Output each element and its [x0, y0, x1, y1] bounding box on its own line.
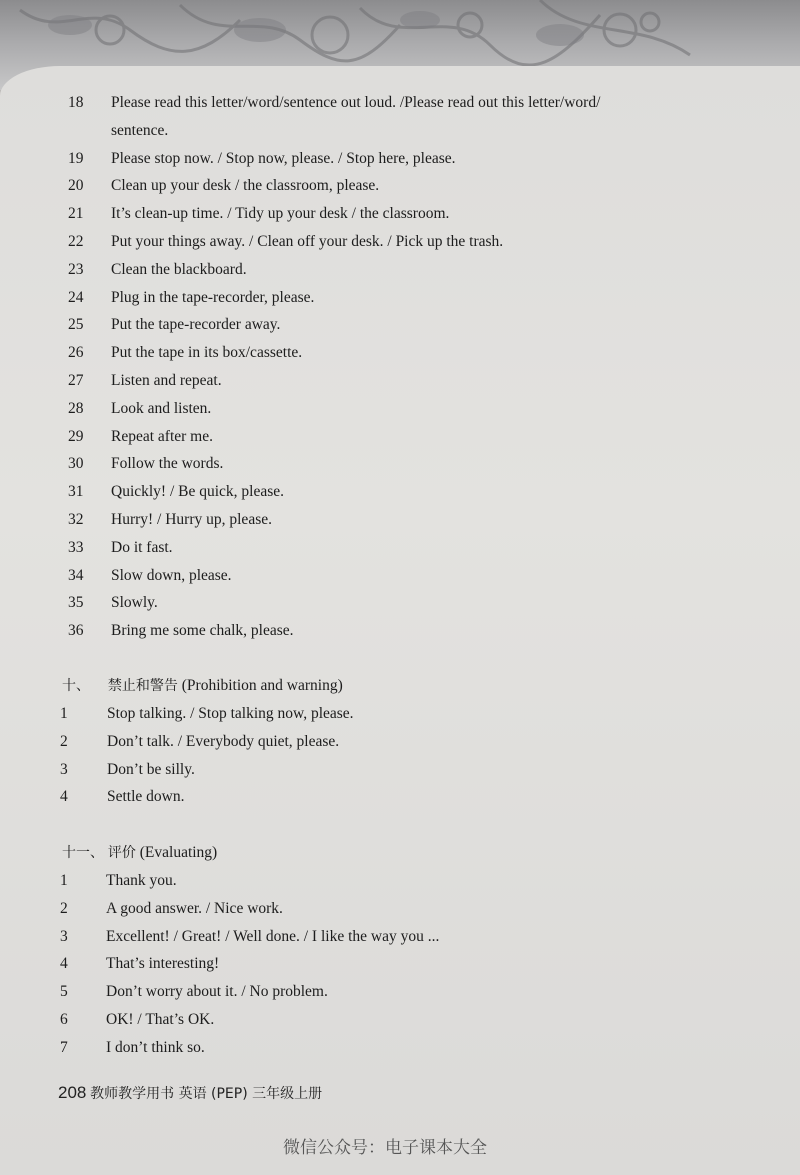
item-number: 22: [68, 233, 84, 250]
item-number: 21: [68, 205, 84, 223]
list-item: [0, 590, 760, 616]
item-number: 2: [60, 899, 68, 917]
section-heading-prohibition: [62, 673, 343, 699]
list-item: [0, 312, 760, 338]
item-number: 24: [68, 288, 84, 306]
item-number: 33: [68, 538, 84, 556]
list-item: [0, 118, 760, 144]
item-text: Clean the blackboard.: [111, 260, 247, 278]
list-item: [0, 146, 760, 172]
item-number: 1: [60, 705, 68, 722]
list-item: [0, 951, 760, 977]
item-number: 19: [68, 149, 84, 167]
item-text: Repeat after me.: [111, 427, 213, 445]
page-number: 208: [58, 1083, 87, 1102]
item-text: Put your things away. / Clean off your desk. / Pick up the trash.: [111, 233, 504, 250]
list-item: [0, 368, 760, 394]
list-item: [0, 535, 760, 561]
section-prefix: 十一、: [62, 845, 104, 861]
item-text: Slow down, please.: [111, 566, 232, 584]
item-text: Look and listen.: [111, 399, 212, 417]
section-title-cn: 评价: [107, 845, 136, 861]
item-number: 5: [60, 983, 68, 1001]
item-text: Excellent! / Great! / Well done. / I like the way you ...: [106, 927, 440, 945]
list-item: [0, 729, 760, 755]
list-item: [0, 1035, 760, 1061]
item-number: 36: [68, 622, 84, 640]
list-item: [0, 896, 760, 922]
item-text: Plug in the tape-recorder, please.: [111, 288, 315, 306]
item-text: Quickly! / Be quick, please.: [111, 483, 285, 501]
list-item: [0, 424, 760, 450]
item-text: OK! / That’s OK.: [106, 1011, 215, 1028]
item-text: Please read this letter/word/sentence out loud. /Please read out this letter/word/: [111, 94, 601, 111]
book-title: 教师教学用书 英语 (PEP) 三年级上册: [90, 1086, 323, 1102]
list-item: [0, 396, 760, 422]
list-item: [0, 201, 760, 227]
item-number: 6: [60, 1011, 68, 1028]
section-heading-evaluating: [62, 840, 217, 866]
section-title-en: (Evaluating): [139, 844, 218, 861]
item-text: Put the tape in its box/cassette.: [111, 344, 303, 362]
item-text: Do it fast.: [111, 538, 173, 556]
section-prefix: 十、: [62, 678, 90, 694]
item-text: Don’t be silly.: [107, 760, 195, 778]
item-text: That’s interesting!: [106, 955, 220, 973]
list-item: [0, 868, 760, 894]
item-number: 23: [68, 260, 84, 278]
list-item: [0, 507, 760, 533]
list-item: [0, 618, 760, 644]
item-text: It’s clean-up time. / Tidy up your desk / the classroom.: [111, 205, 450, 223]
item-text: Hurry! / Hurry up, please.: [111, 511, 272, 528]
page-footer: [58, 1083, 322, 1103]
section-title-cn: 禁止和警告: [107, 678, 178, 694]
item-number: 30: [68, 455, 84, 473]
item-number: 34: [68, 566, 84, 584]
item-text: Put the tape-recorder away.: [111, 316, 281, 334]
list-item: [0, 479, 760, 505]
item-number: 27: [68, 372, 84, 389]
item-text: Follow the words.: [111, 455, 224, 473]
item-number: 35: [68, 594, 84, 612]
item-text: Thank you.: [106, 872, 177, 889]
list-item: [0, 784, 760, 810]
item-text: Bring me some chalk, please.: [111, 622, 294, 640]
item-number: 18: [68, 94, 84, 111]
list-item: [0, 173, 760, 199]
list-item: [0, 757, 760, 783]
item-number: 25: [68, 316, 84, 334]
item-number: 26: [68, 344, 84, 362]
item-text: Clean up your desk / the classroom, please.: [111, 177, 380, 195]
item-text: Listen and repeat.: [111, 372, 222, 389]
item-number: 2: [60, 732, 68, 750]
item-text: I don’t think so.: [106, 1038, 205, 1056]
list-item: [0, 1007, 760, 1033]
item-text: Please stop now. / Stop now, please. / Stop here, please.: [111, 149, 456, 167]
list-item: [0, 451, 760, 477]
list-item: [0, 229, 760, 255]
item-text: Don’t talk. / Everybody quiet, please.: [107, 732, 340, 750]
list-item: [0, 90, 760, 116]
item-number: 4: [60, 955, 68, 973]
list-item: [0, 340, 760, 366]
list-item: [0, 563, 760, 589]
item-number: 3: [60, 760, 68, 778]
list-item: [0, 701, 760, 727]
list-item: [0, 924, 760, 950]
item-number: 31: [68, 483, 84, 501]
item-text: Don’t worry about it. / No problem.: [106, 983, 328, 1001]
list-item: [0, 979, 760, 1005]
item-text: Settle down.: [107, 788, 185, 806]
item-number: 32: [68, 511, 84, 528]
watermark-text: 微信公众号：电子课本大全: [283, 1138, 487, 1158]
item-number: 1: [60, 872, 68, 889]
item-text: Stop talking. / Stop talking now, please.: [107, 705, 354, 722]
item-text: sentence.: [111, 121, 169, 139]
item-number: 29: [68, 427, 84, 445]
item-number: 3: [60, 927, 68, 945]
item-text: Slowly.: [111, 594, 158, 612]
item-text: A good answer. / Nice work.: [106, 899, 283, 917]
item-number: 20: [68, 177, 84, 195]
item-number: 7: [60, 1038, 68, 1056]
list-item: [0, 257, 760, 283]
item-number: 4: [60, 788, 68, 806]
item-number: 28: [68, 399, 84, 417]
section-title-en: (Prohibition and warning): [181, 677, 343, 694]
list-item: [0, 285, 760, 311]
